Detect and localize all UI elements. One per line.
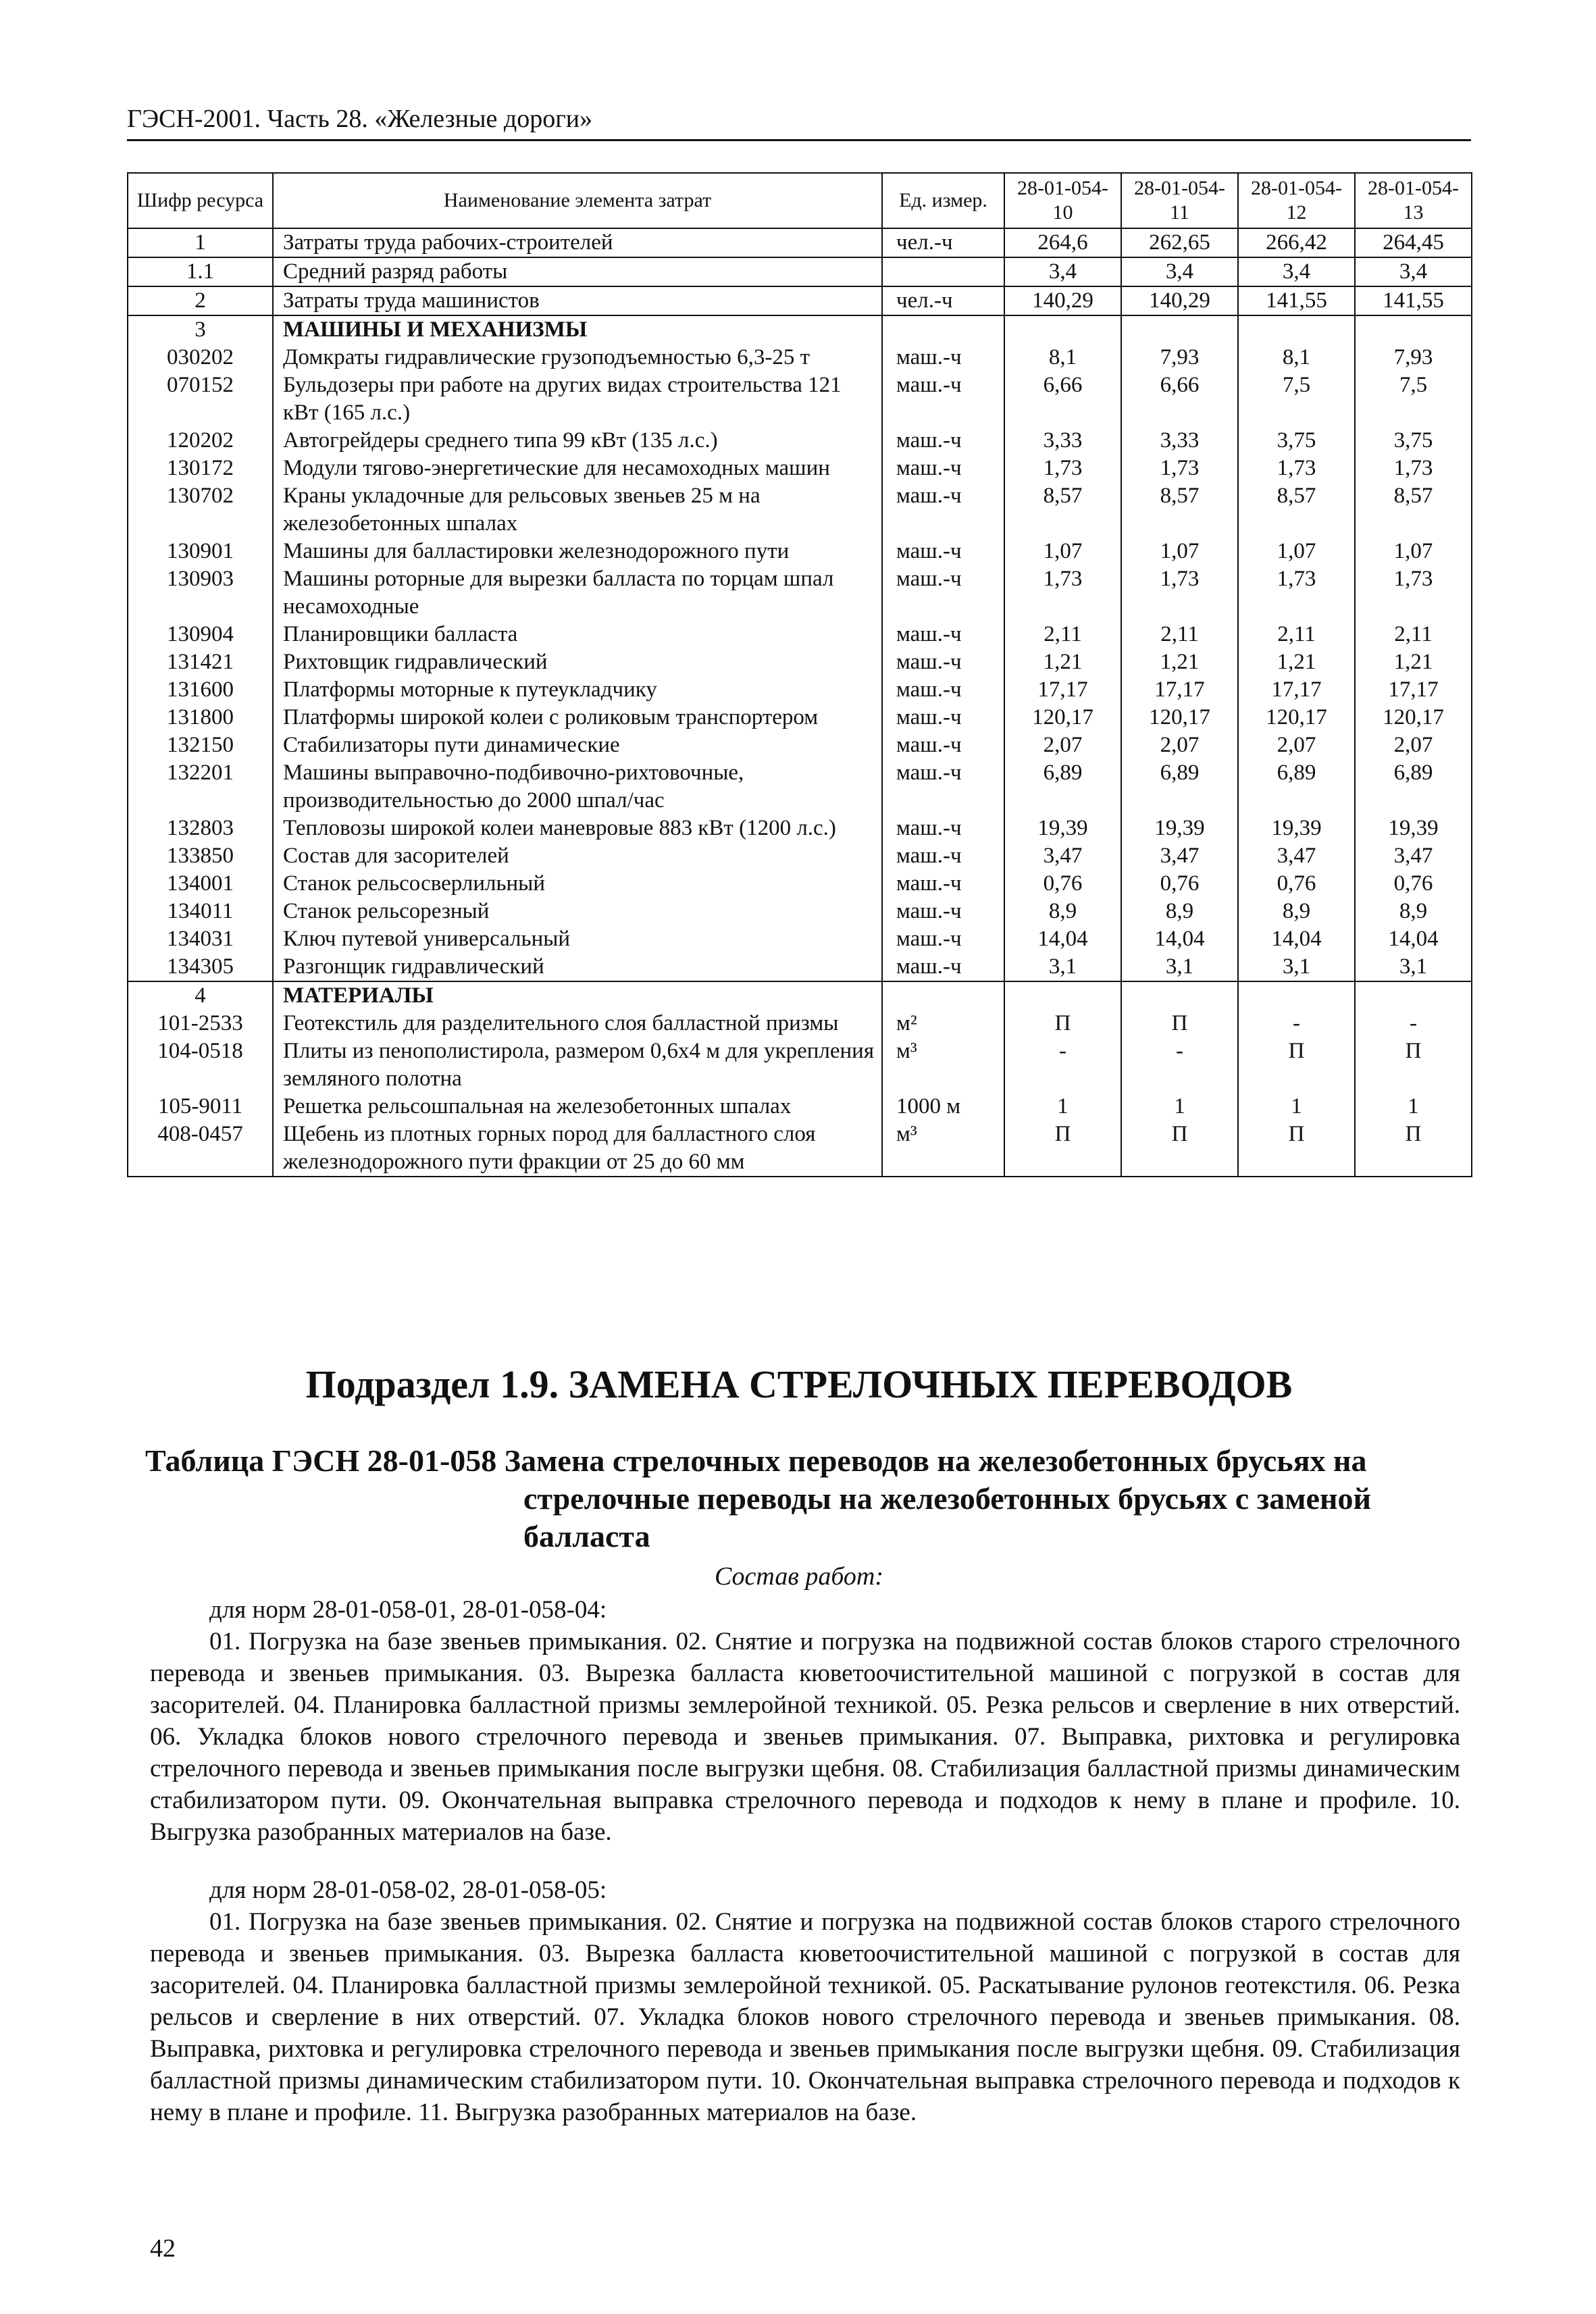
value-cell: 262,65 <box>1121 228 1238 257</box>
subsection-heading: Подраздел 1.9. ЗАМЕНА СТРЕЛОЧНЫХ ПЕРЕВОДОВ <box>305 1362 1293 1406</box>
value-cell: 3,1 <box>1121 953 1238 981</box>
unit-cell: маш.-ч <box>882 565 1004 621</box>
value-cell: 3,75 <box>1238 427 1355 455</box>
value-cell: 3,47 <box>1121 842 1238 870</box>
resource-code-cell: 1.1 <box>128 257 273 286</box>
value-cell <box>1238 981 1355 1010</box>
table-header-row <box>128 173 1472 228</box>
value-cell: П <box>1355 1037 1472 1093</box>
table-row <box>128 1037 1472 1093</box>
works-block-1 <box>150 1594 1460 1848</box>
table-row <box>128 565 1472 621</box>
table-title-continuation: стрелочные переводы на железобетонных брусьях с заменой балласта <box>523 1481 1371 1553</box>
table-row <box>128 1093 1472 1121</box>
table-row <box>128 257 1472 286</box>
value-cell: 3,75 <box>1355 427 1472 455</box>
table-row <box>128 842 1472 870</box>
value-cell: 1,73 <box>1238 565 1355 621</box>
value-cell: 8,9 <box>1121 898 1238 925</box>
value-cell: 19,39 <box>1355 815 1472 842</box>
value-cell: 19,39 <box>1121 815 1238 842</box>
value-cell: 17,17 <box>1004 676 1121 704</box>
value-cell: 17,17 <box>1121 676 1238 704</box>
value-cell: 3,1 <box>1238 953 1355 981</box>
resource-code-cell: 132803 <box>128 815 273 842</box>
unit-cell: маш.-ч <box>882 344 1004 371</box>
resource-name-cell: Затраты труда рабочих-строителей <box>273 228 882 257</box>
value-cell: 2,07 <box>1238 731 1355 759</box>
unit-cell: маш.-ч <box>882 842 1004 870</box>
value-cell: 140,29 <box>1004 286 1121 315</box>
value-cell: 2,07 <box>1121 731 1238 759</box>
column-header: 28-01-054-12 <box>1238 173 1355 228</box>
resource-name-cell: Рихтовщик гидравлический <box>273 648 882 676</box>
value-cell: 3,4 <box>1238 257 1355 286</box>
page-number: 42 <box>150 2234 176 2263</box>
table-title-lead: Таблица ГЭСН 28-01-058 Замена стрелочных переводов на железобетонных брусьях на <box>145 1443 1367 1478</box>
value-cell: 1,73 <box>1355 455 1472 482</box>
value-cell: 17,17 <box>1238 676 1355 704</box>
value-cell: 3,33 <box>1004 427 1121 455</box>
table-row <box>128 344 1472 371</box>
resource-code-cell: 131421 <box>128 648 273 676</box>
table-row <box>128 371 1472 427</box>
resource-code-cell: 4 <box>128 981 273 1010</box>
value-cell: 140,29 <box>1121 286 1238 315</box>
table-row <box>128 953 1472 981</box>
value-cell: 0,76 <box>1238 870 1355 898</box>
value-cell <box>1355 981 1472 1010</box>
unit-cell: м³ <box>882 1121 1004 1177</box>
resource-name-cell: Краны укладочные для рельсовых звеньев 25 м на железобетонных шпалах <box>273 482 882 538</box>
unit-cell <box>882 257 1004 286</box>
value-cell: 1,07 <box>1238 538 1355 565</box>
value-cell: 8,9 <box>1238 898 1355 925</box>
value-cell: 7,5 <box>1238 371 1355 427</box>
value-cell: 8,9 <box>1355 898 1472 925</box>
column-header: 28-01-054-13 <box>1355 173 1472 228</box>
value-cell: 6,66 <box>1004 371 1121 427</box>
resource-code-cell: 2 <box>128 286 273 315</box>
table-row <box>128 704 1472 731</box>
resource-name-cell: Щебень из плотных горных пород для балластного слоя железнодорожного пути фракции от 25 до 60 мм <box>273 1121 882 1177</box>
resource-name-cell: МАТЕРИАЛЫ <box>273 981 882 1010</box>
resource-code-cell: 3 <box>128 315 273 344</box>
resource-code-cell: 134001 <box>128 870 273 898</box>
unit-cell: чел.-ч <box>882 228 1004 257</box>
value-cell: 3,47 <box>1355 842 1472 870</box>
column-header: Наименование элемента затрат <box>273 173 882 228</box>
unit-cell: маш.-ч <box>882 953 1004 981</box>
column-header: 28-01-054-11 <box>1121 173 1238 228</box>
resource-code-cell: 131800 <box>128 704 273 731</box>
table-row <box>128 815 1472 842</box>
running-header: ГЭСН-2001. Часть 28. «Железные дороги» <box>127 103 1471 141</box>
resource-name-cell: Станок рельсорезный <box>273 898 882 925</box>
resource-name-cell: Машины роторные для вырезки балласта по торцам шпал несамоходные <box>273 565 882 621</box>
resource-code-cell: 105-9011 <box>128 1093 273 1121</box>
value-cell: 264,45 <box>1355 228 1472 257</box>
resource-code-cell: 131600 <box>128 676 273 704</box>
value-cell: 1,21 <box>1004 648 1121 676</box>
table-row <box>128 455 1472 482</box>
resource-code-cell: 134031 <box>128 925 273 953</box>
value-cell: П <box>1004 1010 1121 1037</box>
value-cell: 6,66 <box>1121 371 1238 427</box>
value-cell: 1,07 <box>1121 538 1238 565</box>
table-row <box>128 286 1472 315</box>
unit-cell: маш.-ч <box>882 648 1004 676</box>
value-cell: 14,04 <box>1004 925 1121 953</box>
unit-cell: маш.-ч <box>882 731 1004 759</box>
resource-code-cell: 104-0518 <box>128 1037 273 1093</box>
table-body <box>128 228 1472 1177</box>
value-cell: 14,04 <box>1355 925 1472 953</box>
table-row <box>128 538 1472 565</box>
value-cell: 266,42 <box>1238 228 1355 257</box>
table-row <box>128 427 1472 455</box>
table-row <box>128 759 1472 815</box>
value-cell: 3,47 <box>1238 842 1355 870</box>
table-row <box>128 648 1472 676</box>
table-row <box>128 621 1472 648</box>
resource-name-cell: Бульдозеры при работе на других видах строительства 121 кВт (165 л.с.) <box>273 371 882 427</box>
resource-name-cell: Планировщики балласта <box>273 621 882 648</box>
value-cell: 1,73 <box>1004 565 1121 621</box>
unit-cell <box>882 315 1004 344</box>
value-cell <box>1004 981 1121 1010</box>
value-cell: 1,73 <box>1004 455 1121 482</box>
resource-name-cell: Ключ путевой универсальный <box>273 925 882 953</box>
resource-name-cell: Геотекстиль для разделительного слоя балластной призмы <box>273 1010 882 1037</box>
unit-cell: маш.-ч <box>882 898 1004 925</box>
value-cell: 3,4 <box>1121 257 1238 286</box>
value-cell: 8,1 <box>1004 344 1121 371</box>
value-cell: П <box>1355 1121 1472 1177</box>
resource-table <box>127 172 1472 1177</box>
resource-name-cell: Стабилизаторы пути динамические <box>273 731 882 759</box>
resource-name-cell: Плиты из пенополистирола, размером 0,6х4 м для укрепления земляного полотна <box>273 1037 882 1093</box>
value-cell: 120,17 <box>1355 704 1472 731</box>
value-cell: 120,17 <box>1004 704 1121 731</box>
value-cell: 3,1 <box>1004 953 1121 981</box>
value-cell: П <box>1121 1121 1238 1177</box>
column-header: 28-01-054-10 <box>1004 173 1121 228</box>
resource-name-cell: Станок рельсосверлильный <box>273 870 882 898</box>
value-cell: - <box>1004 1037 1121 1093</box>
resource-name-cell: Платформы моторные к путеукладчику <box>273 676 882 704</box>
resource-name-cell: МАШИНЫ И МЕХАНИЗМЫ <box>273 315 882 344</box>
unit-cell: маш.-ч <box>882 371 1004 427</box>
resource-code-cell: 1 <box>128 228 273 257</box>
value-cell: 8,57 <box>1238 482 1355 538</box>
unit-cell: маш.-ч <box>882 925 1004 953</box>
value-cell: П <box>1238 1121 1355 1177</box>
value-cell: 1,73 <box>1121 565 1238 621</box>
unit-cell: чел.-ч <box>882 286 1004 315</box>
value-cell: 1 <box>1121 1093 1238 1121</box>
value-cell: 14,04 <box>1121 925 1238 953</box>
resource-name-cell: Модули тягово-энергетические для несамоходных машин <box>273 455 882 482</box>
value-cell: 19,39 <box>1238 815 1355 842</box>
resource-name-cell: Средний разряд работы <box>273 257 882 286</box>
value-cell <box>1238 315 1355 344</box>
table-row <box>128 898 1472 925</box>
resource-name-cell: Тепловозы широкой колеи маневровые 883 кВт (1200 л.с.) <box>273 815 882 842</box>
resource-code-cell: 070152 <box>128 371 273 427</box>
value-cell: 8,57 <box>1004 482 1121 538</box>
value-cell: 3,4 <box>1004 257 1121 286</box>
unit-cell: маш.-ч <box>882 482 1004 538</box>
resource-code-cell: 030202 <box>128 344 273 371</box>
unit-cell <box>882 981 1004 1010</box>
unit-cell: маш.-ч <box>882 704 1004 731</box>
works-paragraph: 01. Погрузка на базе звеньев примыкания. 02. Снятие и погрузка на подвижной состав блоков старого стрелочного перевода и звеньев примыкания. 03. Вырезка балласта кюветоочистительной машиной с погрузкой в состав для засорителей. 04. Планировка балластной призмы землеройной техникой. 05. Резка рельсов и сверление в них отверстий. 06. Укладка блоков нового стрелочного перевода и звеньев примыкания. 07. Выправка, рихтовка и регулировка стрелочного перевода и звеньев примыкания после выгрузки щебня. 08. Стабилизация балластной призмы динамическим стабилизатором пути. 09. Окончательная выправка стрелочного перевода и подходов к нему в плане и профиле. 10. Выгрузка разобранных материалов на базе. <box>150 1628 1460 1846</box>
table-row <box>128 870 1472 898</box>
value-cell: 6,89 <box>1121 759 1238 815</box>
value-cell: - <box>1355 1010 1472 1037</box>
value-cell: 6,89 <box>1238 759 1355 815</box>
resource-name-cell: Разгонщик гидравлический <box>273 953 882 981</box>
table-row <box>128 731 1472 759</box>
value-cell: 3,1 <box>1355 953 1472 981</box>
unit-cell: маш.-ч <box>882 759 1004 815</box>
value-cell: 3,4 <box>1355 257 1472 286</box>
value-cell: 7,93 <box>1121 344 1238 371</box>
value-cell: 0,76 <box>1355 870 1472 898</box>
resource-name-cell: Платформы широкой колеи с роликовым транспортером <box>273 704 882 731</box>
table-row <box>128 482 1472 538</box>
value-cell: 264,6 <box>1004 228 1121 257</box>
unit-cell: маш.-ч <box>882 538 1004 565</box>
value-cell <box>1004 315 1121 344</box>
value-cell: 3,47 <box>1004 842 1121 870</box>
table-row <box>128 1010 1472 1037</box>
value-cell: 8,9 <box>1004 898 1121 925</box>
table-row <box>128 315 1472 344</box>
resource-code-cell: 130172 <box>128 455 273 482</box>
resource-code-cell: 133850 <box>128 842 273 870</box>
table-row <box>128 1121 1472 1177</box>
table-row <box>128 676 1472 704</box>
value-cell: 141,55 <box>1238 286 1355 315</box>
resource-name-cell: Машины для балластировки железнодорожного пути <box>273 538 882 565</box>
value-cell: 7,93 <box>1355 344 1472 371</box>
unit-cell: маш.-ч <box>882 621 1004 648</box>
value-cell: 1,73 <box>1355 565 1472 621</box>
table-row <box>128 228 1472 257</box>
value-cell: 1,73 <box>1121 455 1238 482</box>
value-cell <box>1121 981 1238 1010</box>
value-cell: 1 <box>1238 1093 1355 1121</box>
works-paragraph: 01. Погрузка на базе звеньев примыкания. 02. Снятие и погрузка на подвижной состав блоков старого стрелочного перевода и звеньев примыкания. 03. Вырезка балласта кюветоочистительной машиной с погрузкой в состав для засорителей. 04. Планировка балластной призмы землеройной техникой. 05. Раскатывание рулонов геотекстиля. 06. Резка рельсов и сверление в них отверстий. 07. Укладка блоков нового стрелочного перевода и звеньев примыкания. 08. Выправка, рихтовка и регулировка стрелочного перевода и звеньев примыкания после выгрузки щебня. 09. Стабилизация балластной призмы динамическим стабилизатором пути. 10. Окончательная выправка стрелочного перевода и подходов к нему в плане и профиле. 11. Выгрузка разобранных материалов на базе. <box>150 1908 1460 2126</box>
resource-code-cell: 408-0457 <box>128 1121 273 1177</box>
value-cell: 8,57 <box>1121 482 1238 538</box>
resource-code-cell: 130903 <box>128 565 273 621</box>
unit-cell: м³ <box>882 1037 1004 1093</box>
table-row <box>128 925 1472 953</box>
column-header: Шифр ресурса <box>128 173 273 228</box>
value-cell: 2,07 <box>1355 731 1472 759</box>
value-cell: 6,89 <box>1004 759 1121 815</box>
unit-cell: маш.-ч <box>882 676 1004 704</box>
table-title <box>145 1442 1469 1555</box>
resource-name-cell: Затраты труда машинистов <box>273 286 882 315</box>
value-cell: 8,57 <box>1355 482 1472 538</box>
value-cell: 1,73 <box>1238 455 1355 482</box>
value-cell: 1,21 <box>1121 648 1238 676</box>
value-cell: 1 <box>1355 1093 1472 1121</box>
value-cell: 1,21 <box>1355 648 1472 676</box>
unit-cell: маш.-ч <box>882 815 1004 842</box>
value-cell: 2,07 <box>1004 731 1121 759</box>
value-cell: 2,11 <box>1121 621 1238 648</box>
value-cell: 0,76 <box>1004 870 1121 898</box>
value-cell: 2,11 <box>1004 621 1121 648</box>
unit-cell: маш.-ч <box>882 870 1004 898</box>
resource-name-cell: Машины выправочно-подбивочно-рихтовочные, производительностью до 2000 шпал/час <box>273 759 882 815</box>
resource-code-cell: 130901 <box>128 538 273 565</box>
value-cell: 7,5 <box>1355 371 1472 427</box>
value-cell: 120,17 <box>1121 704 1238 731</box>
resource-code-cell: 130702 <box>128 482 273 538</box>
resource-code-cell: 134011 <box>128 898 273 925</box>
resource-code-cell: 132150 <box>128 731 273 759</box>
resource-code-cell: 132201 <box>128 759 273 815</box>
value-cell <box>1121 315 1238 344</box>
value-cell: - <box>1121 1037 1238 1093</box>
resource-code-cell: 120202 <box>128 427 273 455</box>
unit-cell: 1000 м <box>882 1093 1004 1121</box>
resource-name-cell: Домкраты гидравлические грузоподъемностью 6,3-25 т <box>273 344 882 371</box>
value-cell: 2,11 <box>1238 621 1355 648</box>
value-cell: - <box>1238 1010 1355 1037</box>
value-cell: 1,21 <box>1238 648 1355 676</box>
value-cell: П <box>1121 1010 1238 1037</box>
works-heading: Состав работ: <box>714 1562 884 1591</box>
norms-label: для норм 28-01-058-01, 28-01-058-04: <box>209 1596 607 1624</box>
unit-cell: маш.-ч <box>882 427 1004 455</box>
resource-code-cell: 130904 <box>128 621 273 648</box>
resource-name-cell: Состав для засорителей <box>273 842 882 870</box>
value-cell: 120,17 <box>1238 704 1355 731</box>
norms-label: для норм 28-01-058-02, 28-01-058-05: <box>209 1876 607 1904</box>
works-block-2 <box>150 1874 1460 2128</box>
value-cell: 8,1 <box>1238 344 1355 371</box>
value-cell: П <box>1004 1121 1121 1177</box>
value-cell: 1,07 <box>1004 538 1121 565</box>
value-cell <box>1355 315 1472 344</box>
resource-name-cell: Решетка рельсошпальная на железобетонных шпалах <box>273 1093 882 1121</box>
resource-code-cell: 101-2533 <box>128 1010 273 1037</box>
value-cell: 19,39 <box>1004 815 1121 842</box>
resource-name-cell: Автогрейдеры среднего типа 99 кВт (135 л.с.) <box>273 427 882 455</box>
value-cell: П <box>1238 1037 1355 1093</box>
value-cell: 0,76 <box>1121 870 1238 898</box>
unit-cell: маш.-ч <box>882 455 1004 482</box>
value-cell: 14,04 <box>1238 925 1355 953</box>
value-cell: 3,33 <box>1121 427 1238 455</box>
value-cell: 1 <box>1004 1093 1121 1121</box>
value-cell: 1,07 <box>1355 538 1472 565</box>
value-cell: 2,11 <box>1355 621 1472 648</box>
column-header: Ед. измер. <box>882 173 1004 228</box>
value-cell: 17,17 <box>1355 676 1472 704</box>
unit-cell: м² <box>882 1010 1004 1037</box>
table-row <box>128 981 1472 1010</box>
value-cell: 6,89 <box>1355 759 1472 815</box>
value-cell: 141,55 <box>1355 286 1472 315</box>
resource-code-cell: 134305 <box>128 953 273 981</box>
